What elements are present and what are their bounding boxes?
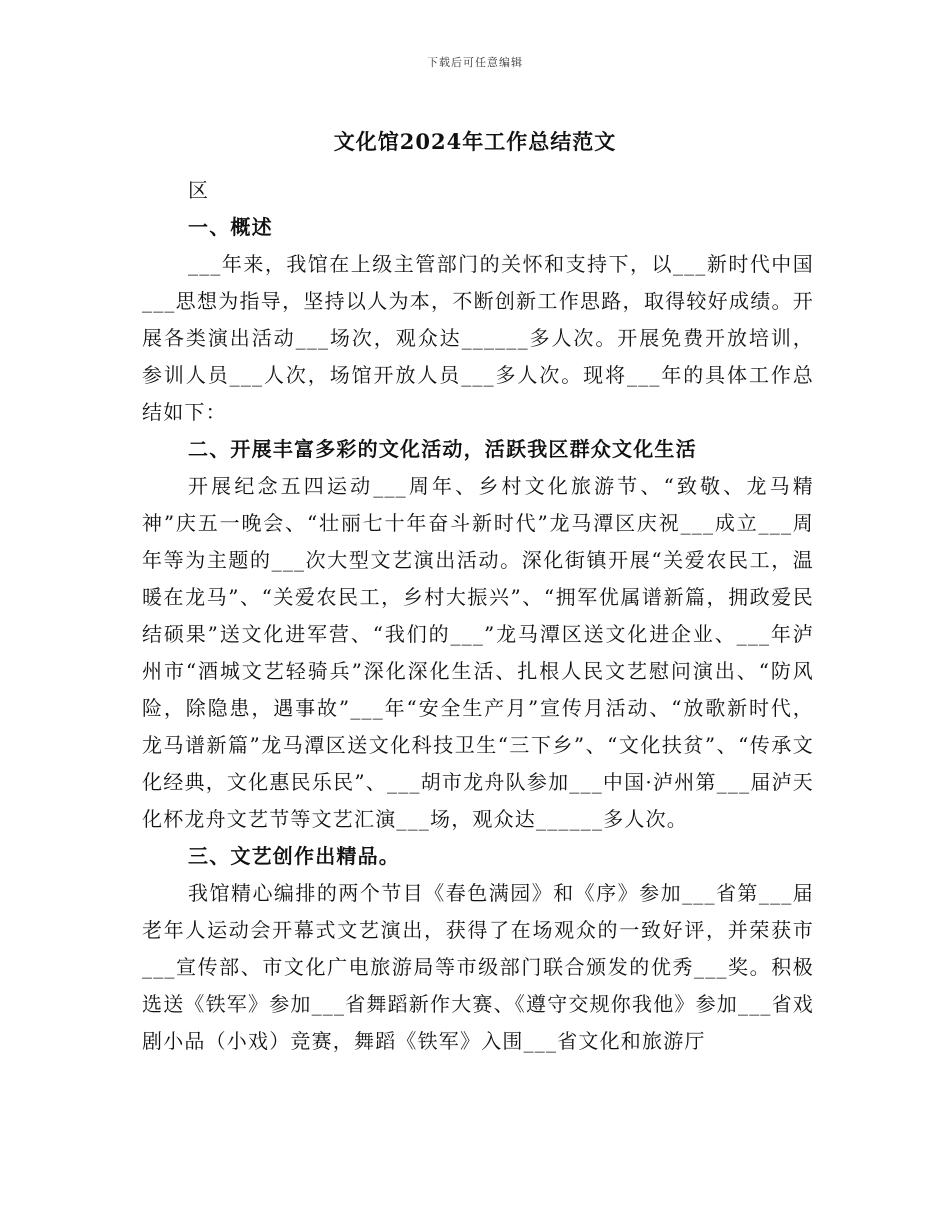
document-title: 文化馆2024年工作总结范文 — [333, 129, 617, 154]
section-paragraph-creation: 我馆精心编排的两个节目《春色满园》和《序》参加___省第___届老年人运动会开幕式文艺演出，获得了在场观众的一致好评，并荣获市___宣传部、市文化广电旅游局等市级部门联合颁发的优秀___奖。积极选送《铁军》参加___省舞蹈新作大赛、《遵守交规你我他》参加___省戏剧小品（小戏）竞赛，舞蹈《铁军》入围___省文化和旅游厅 — [142, 881, 814, 1053]
section-heading-creation: 三、文艺创作出精品。 — [188, 844, 400, 868]
document-body — [142, 172, 814, 1060]
section-paragraph-overview: ___年来，我馆在上级主管部门的关怀和支持下，以___新时代中国___思想为指导，坚持以人为本，不断创新工作思路，取得较好成绩。开展各类演出活动___场次，观众达______多人次。开展免费开放培训，参训人员___人次，场馆开放人员___多人次。现将___年的具体工作总结如下： — [142, 252, 814, 424]
page-header-note: 下载后可任意编辑 — [427, 56, 523, 69]
section-heading-overview: 一、概述 — [188, 215, 273, 239]
section-paragraph-activities: 开展纪念五四运动___周年、乡村文化旅游节、“致敬、龙马精神”庆五一晚会、“壮丽七十年奋斗新时代”龙马潭区庆祝___成立___周年等为主题的___次大型文艺演出活动。深化街镇开展“关爱农民工，温暖在龙马”、“关爱农民工，乡村大振兴”、“拥军优属谱新篇，拥政爱民结硕果”送文化进军营、“我们的___”龙马潭区送文化进企业、___年泸州市“酒城文艺轻骑兵”深化深化生活、扎根人民文艺慰问演出、“防风险，除隐患，遇事故”___年“安全生产月”宣传月活动、“放歌新时代，龙马谱新篇”龙马潭区送文化科技卫生“三下乡”、“文化扶贫”、“传承文化经典，文化惠民乐民”、___胡市龙舟队参加___中国·泸州第___届泸天化杯龙舟文艺节等文艺汇演___场，观众达______多人次。 — [142, 474, 814, 831]
district-label: 区 — [188, 178, 210, 202]
section-heading-activities: 二、开展丰富多彩的文化活动，活跃我区群众文化生活 — [188, 437, 697, 461]
